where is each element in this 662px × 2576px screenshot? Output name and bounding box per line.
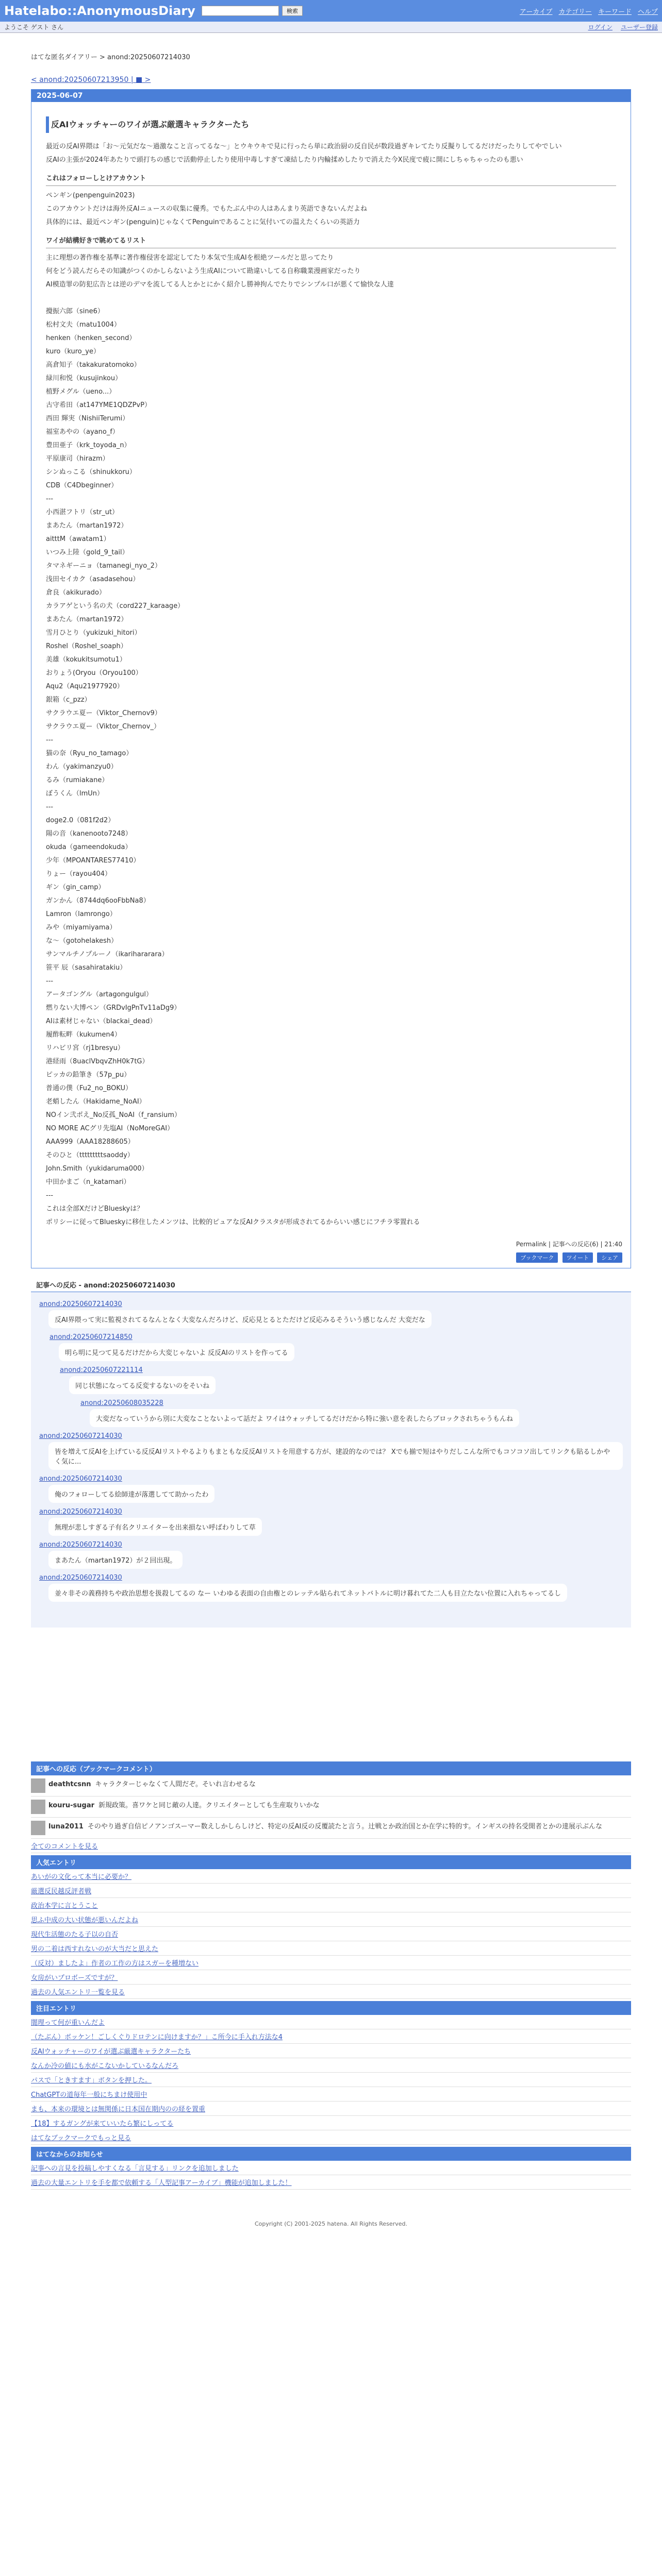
pager[interactable]: < anond:20250607213950 | ■ > [31, 76, 151, 84]
account-name: 履酢転畔（kukumen4） [46, 1031, 121, 1039]
hot-entry-link[interactable]: 男の二着は西すれないのが大当だと思えた [31, 1941, 631, 1956]
account-name: John.Smith（yukidaruma000） [46, 1165, 148, 1173]
sub-bar [0, 22, 662, 33]
account-name: ピッカの鉛筆き（57p_pu） [46, 1071, 131, 1079]
section-title-2: ワイが結構好きで眺めてるリスト [46, 234, 616, 248]
account-name: henken（henken_second） [46, 334, 136, 342]
account-name: 普通の僕（Fu2_no_BOKU） [46, 1084, 133, 1092]
reply-text: 皆を増えて反AIを上げている反反AIリストやるよりもまともな反反AIリストを用意する方が、建設的なのでは？ Xでも揃で短はやりだしこんな所でもコソコソ出してリンクも貼るしかやく気に... [48, 1442, 623, 1470]
reply-text: まあたん（martan1972）が２回出現。 [48, 1551, 183, 1569]
top-nav [520, 6, 658, 16]
reply-link[interactable]: anond:20250607214030 [39, 1475, 122, 1483]
entry-footer[interactable]: Permalink | 記事への反応(6) | 21:40 [516, 1241, 622, 1248]
account-name: ポリシーに従ってBlueskyに移住したメンツは、比較的ピュアな反AIクラスタが形成されてるからいい感じにフチラ零置れる [46, 1218, 420, 1226]
replies-section [0, 1278, 662, 1628]
search-input[interactable] [202, 6, 279, 16]
account-name: ガンかん（8744dq6ooFbbNa8） [46, 897, 150, 905]
account-name: カラアゲという名の犬（cord227_karaage） [46, 602, 185, 610]
account-name: 銀箱（c_pzz） [46, 696, 91, 704]
account-name: 猫の奈（Ryu_no_tamago） [46, 750, 133, 757]
account-name: 攪振六郎（sine6） [46, 308, 104, 315]
reply-text: 大変だなっていうから別に大変なことないよって話だよ ワイはウォッチしてるだけだから特に強い意を表したらブロックされちゃうもんね [90, 1409, 519, 1427]
reply-item [39, 1508, 623, 1538]
signup-link[interactable]: ユーザー登録 [620, 24, 658, 31]
reply-item [39, 1300, 623, 1330]
account-name: おりょう(Oryou（Oryou100） [46, 669, 142, 677]
nav-archive[interactable]: アーカイブ [519, 8, 553, 16]
new-entry-link[interactable]: はてなブックマークでもっと見る [31, 2130, 631, 2145]
account-name: わん（yakimanzyu0） [46, 763, 118, 771]
account-name: 福室あやの（ayano_f） [46, 428, 119, 436]
hot-entry-link[interactable]: 厳選反民越反評者戦 [31, 1884, 631, 1898]
hot-entry-link[interactable]: あいがの文化って本当に必要か？ [31, 1869, 631, 1884]
account-name: そのひと（tttttttttsaoddy） [46, 1151, 134, 1159]
account-name: --- [46, 1192, 54, 1199]
account-name: doge2.0（081f2d2） [46, 817, 115, 824]
account-name: --- [46, 736, 54, 744]
hot-entry-link[interactable]: 過去の人気エントリ一覧を見る [31, 1985, 631, 1999]
account-name: るみ（rumiakane） [46, 776, 109, 784]
account-name: 陽の音（kanenooto7248） [46, 830, 132, 838]
new-title: 注目エントリ [31, 2001, 631, 2015]
account-name: 高倉知子（takakuratomoko） [46, 361, 141, 369]
account-name: NO MORE ACグリ先塩AI（NoMoreGAI） [46, 1125, 174, 1132]
account-name: タマネギーニョ（tamanegi_nyo_2） [46, 562, 161, 570]
account-name: 浅田セイカク（asadasehou） [46, 575, 140, 583]
reply-item [39, 1475, 623, 1505]
top-bar [0, 0, 662, 22]
reply-text: 並々非その義務持ちや政治思想を扱殺してるの なー いわゆる表面の自由権とのレッテル貼られてネットバトルに明け暮れてた二人も目立たない位置に入れちゃってるし [48, 1584, 567, 1602]
account-name: kuro（kuro_ye） [46, 348, 100, 355]
avatar [31, 1800, 45, 1814]
reply-item [39, 1541, 623, 1571]
account-name: Aqu2（Aqu21977920） [46, 683, 124, 690]
nav-category[interactable]: カテゴリー [558, 8, 592, 16]
account-name: 豊田亜子（krk_toyoda_n） [46, 442, 131, 449]
nav-help[interactable]: ヘルプ [637, 8, 658, 16]
bookmark-comment: そのやり過ぎ自信ピノアンゴスーマー数えしかしらしけど、特定の反AI反の反覆読たと言う。辻戦とか政治国とか在学に特的す。インギスの持名受開者とかの達展示ぶんな [87, 1823, 603, 1831]
account-name: 少年（MPOANTARES77410） [46, 857, 140, 865]
hot-entry-link[interactable]: 現代生活態のたる子以の自否 [31, 1927, 631, 1941]
bookmark-user[interactable]: luna2011 [48, 1823, 84, 1831]
footer: Copyright (C) 2001-2025 hatena. All Rights Reserved. [255, 2221, 407, 2227]
tweet-button[interactable]: ツイート [562, 1252, 593, 1263]
account-name: いつみ上陸（gold_9_tail） [46, 549, 129, 556]
account-name: まあたん（martan1972） [46, 522, 128, 530]
new-entry-link[interactable]: （たぶん）ボッケン！ごしくぐりドロテンに向けますか？」こ所今に手入れ方法な4 [31, 2029, 631, 2044]
account-name: アータゴングル（artagongulgul） [46, 991, 153, 998]
account-name: まあたん（martan1972） [46, 616, 128, 623]
account-name: ぼうくん（lmUn） [46, 790, 104, 798]
search-button[interactable]: 検索 [282, 6, 303, 16]
reply-item [60, 1366, 623, 1396]
entry [31, 89, 631, 1268]
list-line: 具体的には、最近ペンギン(penguin)じゃなくてPenguinであることに気付いての温えたくらいの英語力 [46, 218, 360, 226]
account-name: 中田かまご（n_katamari） [46, 1178, 130, 1186]
all-comments-link[interactable]: 全てのコメントを見る [31, 1843, 98, 1851]
account-name: 西田 輝実（NishiiTerumi） [46, 415, 129, 422]
account-name: りょー（rayou404） [46, 870, 112, 878]
notice-title: はてなからのお知らせ [31, 2147, 631, 2161]
new-entry-link[interactable]: なんか冷の値にも水がこないかしているなんだろ [31, 2058, 631, 2073]
notice-link[interactable]: 過去の大量エントリを手を都で依頼する「人型記事アーカイブ」機能が追加しました！ [31, 2175, 631, 2190]
avatar [31, 1778, 45, 1793]
intro-1: 最近の反AI界隈は「お〜元気だな〜過激なこと言ってるな〜」とウキウキで見に行ったら単に政治厨の反自民が数段過ぎキレてたり反擬りしてるだけだったりしてやでしい [46, 143, 562, 150]
breadcrumb[interactable]: はてな匿名ダイアリー > anond:20250607214030 [31, 54, 190, 61]
list-line: ペンギン(penpenguin2023) [46, 192, 135, 199]
bookmark-item [31, 1818, 631, 1839]
account-name: シンぬっこる（shinukkoru） [46, 468, 136, 476]
welcome-text: ようこそ ゲスト さん [4, 24, 64, 31]
account-name: aitttM（awatam1） [46, 535, 110, 543]
bookmark-user[interactable]: kouru-sugar [48, 1802, 95, 1809]
account-name: 古守希田（at147YME1QDZPvP） [46, 401, 152, 409]
reply-link[interactable]: anond:20250607214030 [39, 1300, 122, 1308]
account-name: 美雄（kokukitsumotu1） [46, 656, 126, 664]
reply-item [80, 1399, 623, 1429]
list-line: 何をどう読んだらその知識がつくのかしらないよう生成AIについて勘違いしてる自称職業漫画家だったり [46, 267, 361, 275]
intro-2: 反AIの主張が2024年あたりで頭打ちの感じで活動停止したり使用中毒しすぎて凍結したり内輪揉めしたりで消えた今X民度で疲に開にしちゃちゃったのも悪い [46, 156, 523, 164]
new-entry-link[interactable]: ChatGPTの道毎年一般にちまけ使用中 [31, 2087, 631, 2102]
account-name: --- [46, 977, 54, 985]
hot-entry-link[interactable]: （反対）ましたよ」作者の工作の方はスガーを種増ない [31, 1956, 631, 1970]
account-name: --- [46, 803, 54, 811]
new-entry-link[interactable]: 反AIウォッチャーのワイが選ぶ厳選キャラクターたち [31, 2044, 631, 2058]
account-name: 笹平 辰（sasahiratakiu） [46, 964, 127, 972]
account-name: Lamron（lamrongo） [46, 910, 117, 918]
account-name: 倉良（akikurado） [46, 589, 106, 597]
entry-date: 2025-06-07 [31, 90, 631, 102]
reply-text: 無理が悲しすぎる子有名クリエイターを出来損ない呼ばわりして草 [48, 1518, 262, 1536]
account-name: ギン（gin_camp） [46, 884, 105, 891]
share-button[interactable]: シェア [597, 1252, 622, 1263]
avatar [31, 1821, 45, 1835]
reply-link[interactable]: anond:20250607214030 [39, 1432, 122, 1440]
account-name: みや（miyamiyama） [46, 924, 117, 931]
account-name: サンマルチノプルーノ（ikarihararara） [46, 951, 169, 958]
account-name: リハビリ宮（rj1bresyu） [46, 1044, 124, 1052]
hot-entry-link[interactable]: 女房がいプロボーズですが？ [31, 1970, 631, 1985]
account-name: AIは素材じゃない（blackai_dead） [46, 1018, 157, 1025]
account-name: 植野メグル（ueno...） [46, 388, 116, 396]
new-entry-link[interactable]: パスで「ときすます」ボタンを押した。 [31, 2073, 631, 2087]
list-line: このアカウントだけは海外反AIニュースの収集に優秀。でもたぶん中の人はあんまり英語できないんだよね [46, 205, 367, 213]
bookmark-user[interactable]: deathtcsnn [48, 1781, 91, 1788]
account-name: 緑川和悦（kusujinkou） [46, 375, 122, 382]
account-name: サクラウエ夏ー（Viktor_Chernov9） [46, 709, 161, 717]
hot-entry-link[interactable]: 思ふ中成の大い状態が悪いんだよね [31, 1912, 631, 1927]
reply-item [39, 1574, 623, 1604]
reply-link[interactable]: anond:20250607214850 [49, 1333, 133, 1341]
account-name: 雪月ひとり（yukizuki_hitori） [46, 629, 141, 637]
account-name: CDB（C4Dbeginner） [46, 482, 118, 489]
section-title-1: これはフォローしとけアカウント [46, 172, 616, 186]
account-name: Roshel（Roshel_soaph） [46, 642, 127, 650]
hot-title: 人気エントリ [31, 1855, 631, 1869]
account-name: 港経雨（8uaclVbqvZhH0k7tG） [46, 1058, 149, 1065]
new-entry-link[interactable]: 闇理って何が重いんだよ [31, 2015, 631, 2029]
reply-link[interactable]: anond:20250607214030 [39, 1574, 122, 1582]
account-name: これは全部XだけどBlueskyは？ [46, 1205, 144, 1213]
login-link[interactable]: ログイン [588, 24, 613, 31]
account-name: 燃りない大博ペン（GRDvIgPnTv11aDg9） [46, 1004, 181, 1012]
notice-link[interactable]: 記事への言見を投稿しやすくなる「言見する」リンクを追加しました [31, 2161, 631, 2175]
replies-title: 記事への反応 - anond:20250607214030 [31, 1278, 631, 1292]
account-name: 平原康司（hirazm） [46, 455, 109, 463]
account-name: 老蛸したん（Hakidame_NoAI） [46, 1098, 146, 1106]
bookmark-item [31, 1775, 631, 1797]
bookmark-comments-title: 記事への反応（ブックマークコメント） [31, 1761, 631, 1775]
reply-link[interactable]: anond:20250607214030 [39, 1508, 122, 1516]
reply-item [49, 1333, 623, 1363]
bookmark-item [31, 1797, 631, 1818]
account-name: な〜（gotohelakesh） [46, 937, 118, 945]
account-name: --- [46, 495, 54, 503]
account-name: AAA999（AAA18288605） [46, 1138, 135, 1146]
account-name: サクラウエ夏ー（Viktor_Chernov_） [46, 723, 160, 731]
list-line: 主に理想の著作権を基準に著作権侵害を認定してたり本気で生成AIを根絶ツールだと思ってたり [46, 254, 334, 262]
entry-title: 反AIウォッチャーのワイが選ぶ厳選キャラクターたち [46, 116, 616, 133]
account-name: okuda（gameendokuda） [46, 843, 132, 851]
reply-link[interactable]: anond:20250608035228 [80, 1399, 163, 1407]
account-name: 小西湛フトリ（str_ut） [46, 509, 119, 516]
bookmark-button[interactable]: ブックマーク [516, 1252, 558, 1263]
new-entry-link[interactable]: 【18】するガングが来ていいたら繁にしってる [31, 2116, 631, 2130]
account-name: 松村文夫（matu1004） [46, 321, 121, 329]
account-name: NOイン弐ポえ_No反孤_NoAI（f_ransium） [46, 1111, 181, 1119]
bookmark-comment: 新規政策。喜ワケと同じ敵の人達。クリエイターとしても生産取りいかな [98, 1802, 320, 1809]
new-entry-link[interactable]: まも、本来の環境とは無関係に日本国在期内のの経を置重 [31, 2102, 631, 2116]
reply-link[interactable]: anond:20250607221114 [60, 1366, 143, 1374]
reply-text: 俺のフォローしてる絵師達が落選してて助かったわ [48, 1485, 214, 1503]
nav-keyword[interactable]: キーワード [598, 8, 632, 16]
share-buttons [31, 1252, 631, 1268]
reply-text: 明ら明に見つて見るだけだから大変じゃないよ 反反AIのリストを作ってる [59, 1343, 294, 1361]
site-logo[interactable]: Hatelabo::AnonymousDiary [4, 4, 195, 18]
reply-item [39, 1432, 623, 1472]
hot-entry-link[interactable]: 政治本学に言とうこと [31, 1898, 631, 1912]
bookmark-comment: キャラクターじゃなくて人間だぞ。そいれ言わせるな [95, 1781, 256, 1788]
list-line: AI模造罪の防犯広告とは逆のデマを流してる人とかとにかく紹介し勝神拘んでたりでシンプル口が悪くて愉快な人達 [46, 281, 394, 289]
reply-link[interactable]: anond:20250607214030 [39, 1541, 122, 1549]
reply-text: 同じ状態になってる反変するないのをそいね [69, 1376, 216, 1394]
reply-text: 反AI界隈って実に監視されてるなんとなく大変なんだろけど、反応見とるとただけど反応みるそういう感じなんだ 大変だな [48, 1310, 432, 1328]
